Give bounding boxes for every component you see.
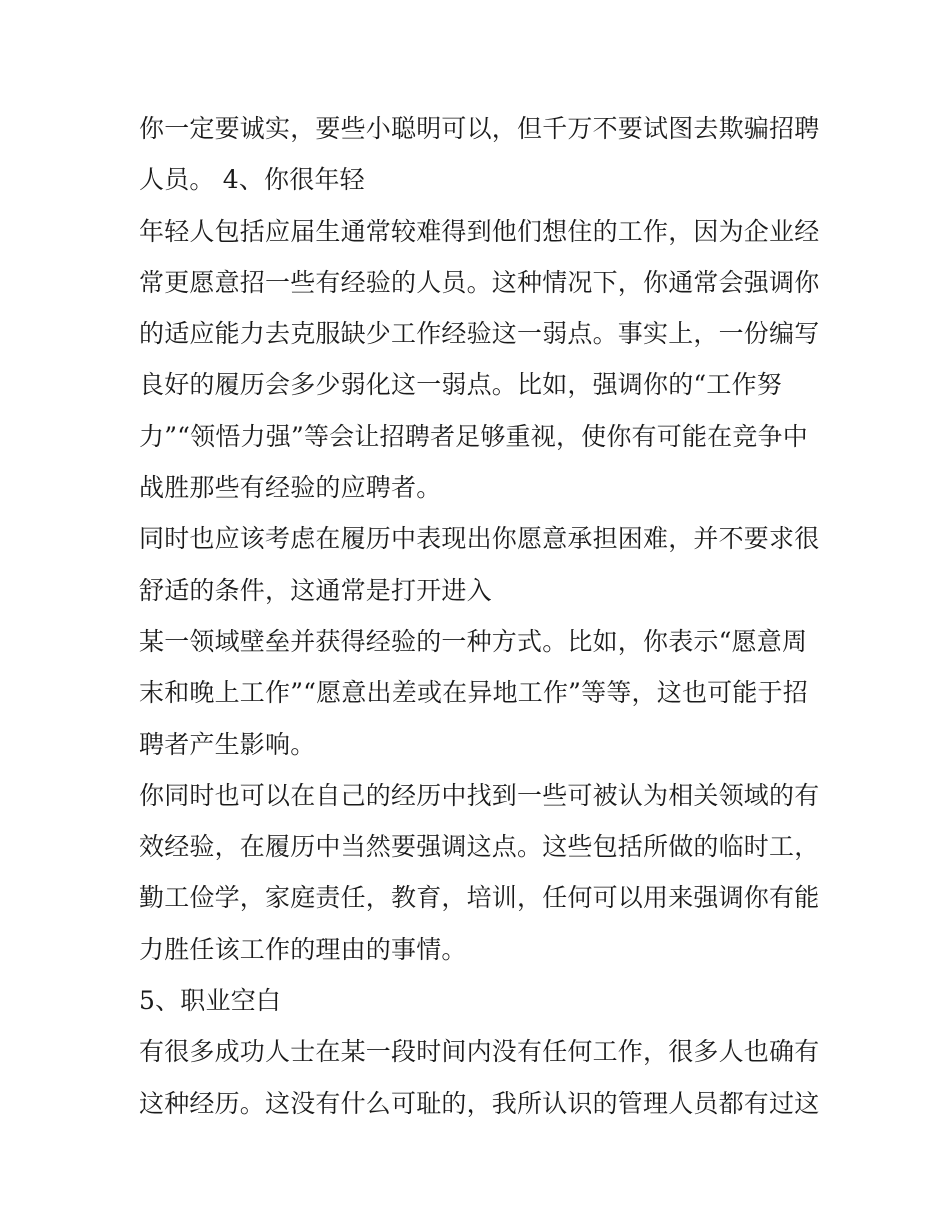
text-line: 效经验，在履历中当然要强调这点。这些包括所做的临时工，	[139, 832, 820, 862]
text-line: 力胜任该工作的理由的事情。	[139, 934, 467, 964]
text-line: 有很多成功人士在某一段时间内没有任何工作，很多人也确有	[139, 1037, 820, 1067]
text-line: 舒适的条件，这通常是打开进入	[139, 575, 492, 605]
text-line: 人员。 4、你很年轻	[139, 165, 365, 195]
text-line: 同时也应该考虑在履历中表现出你愿意承担困难，并不要求很	[139, 524, 820, 554]
text-line: 这种经历。这没有什么可耻的，我所认识的管理人员都有过这	[139, 1088, 820, 1118]
section-heading: 5、职业空白	[139, 986, 282, 1016]
text-line: 勤工俭学，家庭责任，教育，培训，任何可以用来强调你有能	[139, 883, 820, 913]
text-line: 你同时也可以在自己的经历中找到一些可被认为相关领域的有	[139, 780, 820, 810]
text-line: 力”“领悟力强”等会让招聘者足够重视，使你有可能在竞争中	[139, 421, 808, 451]
text-line: 末和晚上工作”“愿意出差或在异地工作”等等，这也可能于招	[139, 678, 808, 708]
text-line: 你一定要诚实，要些小聪明可以，但千万不要试图去欺骗招聘	[139, 114, 820, 143]
text-line: 聘者产生影响。	[139, 729, 316, 759]
text-line: 年轻人包括应届生通常较难得到他们想住的工作，因为企业经	[139, 216, 820, 246]
document-body	[139, 103, 829, 1129]
text-line: 的适应能力去克服缺少工作经验这一弱点。事实上，一份编写	[139, 319, 820, 349]
text-line: 某一领域壁垒并获得经验的一种方式。比如，你表示“愿意周	[139, 626, 808, 656]
text-line: 战胜那些有经验的应聘者。	[139, 473, 442, 503]
text-line: 常更愿意招一些有经验的人员。这种情况下，你通常会强调你	[139, 267, 820, 297]
text-line: 良好的履历会多少弱化这一弱点。比如，强调你的“工作努	[139, 370, 782, 400]
